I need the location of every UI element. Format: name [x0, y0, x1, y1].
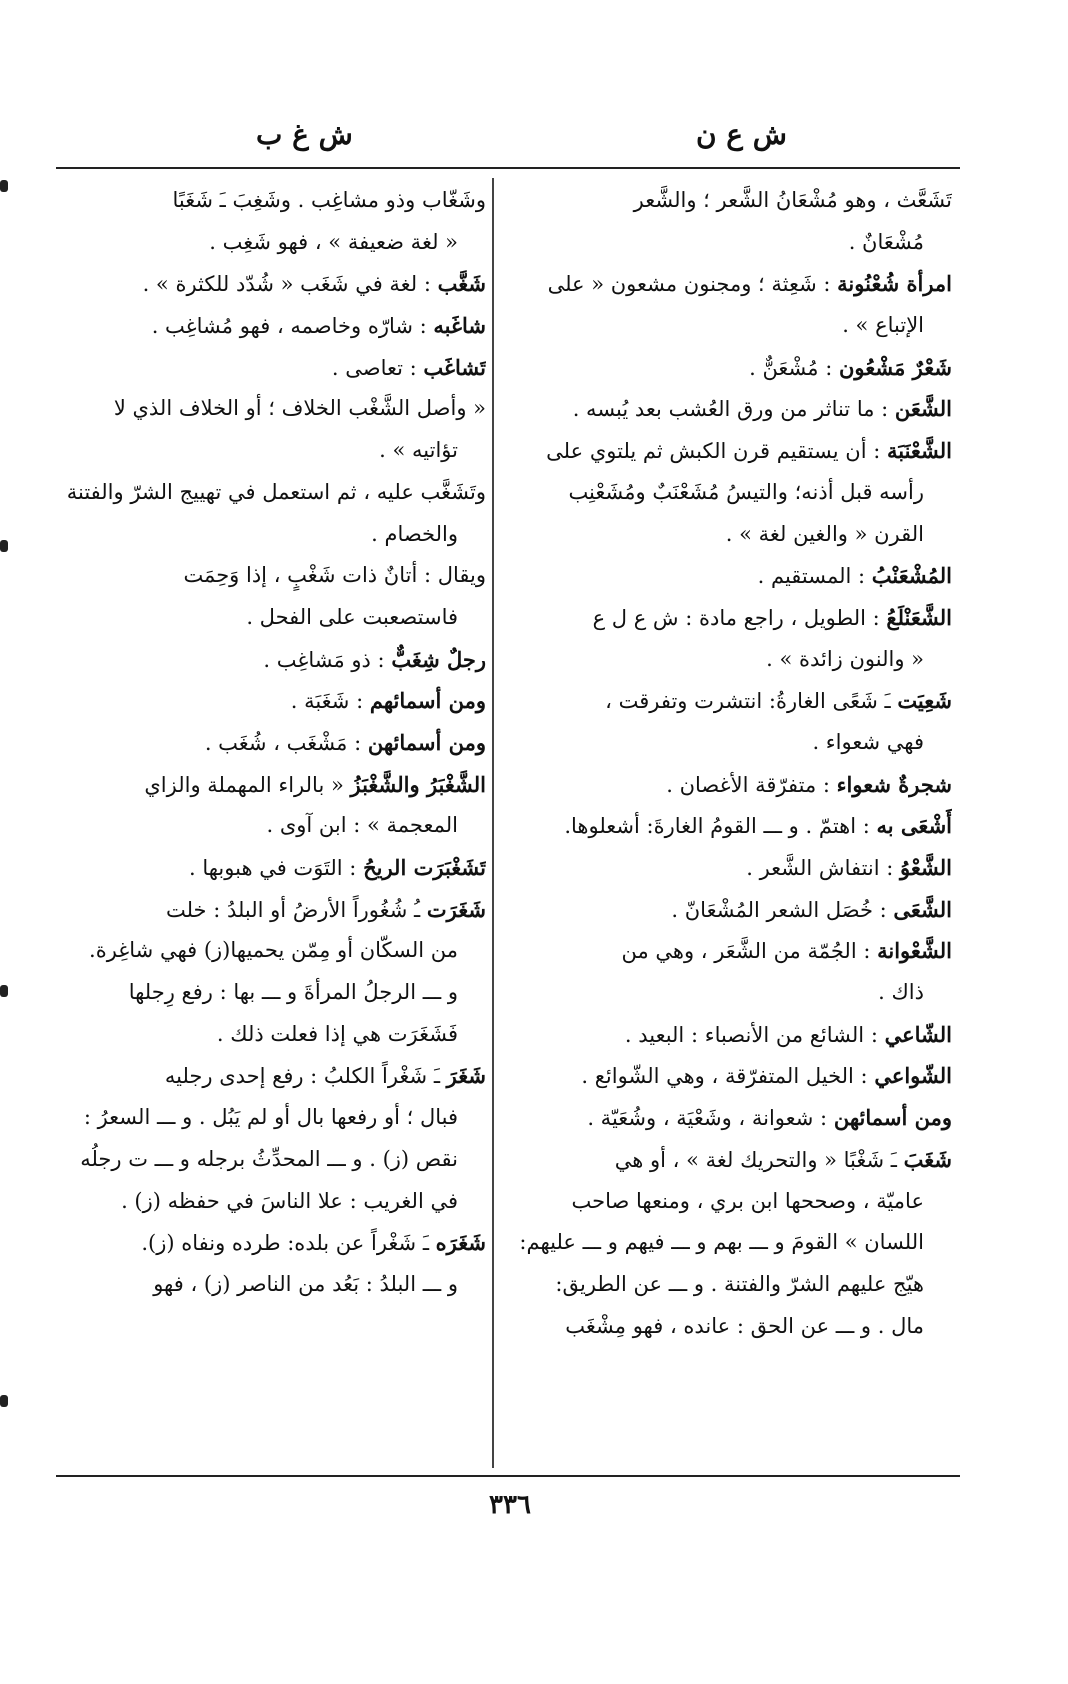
entry-line: [56, 222, 486, 264]
entry-text: المعجمة » : ابن آوى .: [266, 813, 458, 838]
entry-line: [504, 1264, 952, 1306]
entry-line: [504, 1181, 952, 1223]
entry-text: : شعوانة ، وشَعْيَة ، وشُعَيّة .: [587, 1106, 828, 1131]
entry-line: [56, 972, 486, 1014]
entry-line: [504, 805, 952, 847]
entry-headword: شاغَبه: [433, 313, 486, 339]
entry-text: وتَشَغَّب عليه ، ثم استعمل في تهييج الشرّ والفتنة: [66, 479, 486, 504]
entry-headword: المُشْعَنْبُ: [871, 563, 952, 589]
entry-line: [504, 430, 952, 472]
entry-text: و ـــ البلدُ : بَعُد من الناصر (ز) ، فهو: [153, 1271, 458, 1296]
entry-text: « والنون زائدة » .: [766, 646, 924, 671]
entry-headword: شَغَرَه: [435, 1230, 486, 1256]
entry-headword: شَعِيَت: [897, 688, 952, 714]
entry-line: [504, 639, 952, 681]
entry-line: [504, 1014, 952, 1056]
entry-line: [56, 889, 486, 931]
entry-line: [504, 680, 952, 722]
entry-text: : مَشْغَب ، شُغَب .: [204, 730, 362, 755]
entry-text: من السكّان أو مِمّن يحميها(ز) فهي شاغِرة.: [89, 938, 458, 963]
scan-margin-mark: [0, 540, 8, 552]
entry-line: [56, 1222, 486, 1264]
entry-line: [504, 222, 952, 264]
entry-text: ـَ شَغْبًا « والتحريك لغة » ، أو هي: [614, 1147, 897, 1172]
entry-line: [504, 305, 952, 347]
entry-line: [504, 1306, 952, 1348]
entry-line: [504, 930, 952, 972]
entry-headword: ومن أسمائهن: [833, 1105, 952, 1131]
entry-text: القرن « والغين لغة » .: [725, 521, 924, 546]
entry-headword: تَشَغْبَرَت الريحُ: [363, 855, 486, 880]
entry-headword: شَغَرَ: [446, 1063, 486, 1089]
entry-text: ـُ شُغُوراً الأرضُ أو البلدُ : خلت: [165, 897, 421, 922]
entry-line: [56, 1055, 486, 1097]
entry-line: [56, 722, 486, 764]
entry-text: « لغة ضعيفة » ، فهو شَغِب .: [209, 229, 458, 254]
entry-line: [504, 1097, 952, 1139]
entry-headword: الشَّعَن: [894, 396, 952, 422]
page-number: ٣٣٦: [489, 1490, 531, 1520]
entry-text: فاستصعبت على الفحل .: [246, 604, 458, 629]
entry-line: [56, 1181, 486, 1223]
entry-line: [56, 805, 486, 847]
entry-text: : الجُمّة من الشَّعَر ، وهي من: [621, 939, 871, 964]
entry-headword: شَعْرٌ مَشْعُون: [838, 354, 952, 380]
right-column: [504, 180, 952, 1347]
entry-headword: الشَّعْنَبَة: [886, 438, 952, 464]
entry-text: « بالراء المهملة والزاي: [144, 772, 344, 797]
entry-line: [56, 1097, 486, 1139]
entry-line: [504, 889, 952, 931]
entry-line: [56, 514, 486, 556]
entry-line: [504, 847, 952, 889]
entry-line: [504, 347, 952, 389]
entry-line: [56, 639, 486, 681]
entry-line: [504, 1055, 952, 1097]
entry-headword: ومن أسمائهن: [367, 729, 486, 755]
entry-line: [56, 472, 486, 514]
entry-headword: الشَّعَى: [893, 896, 952, 922]
entry-line: [56, 764, 486, 806]
entry-headword: الشّواعي: [874, 1063, 952, 1089]
entry-line: [56, 555, 486, 597]
entry-line: [504, 388, 952, 430]
entry-text: هيّج عليهم الشرّ والفتنة . و ـــ عن الطريق:: [555, 1271, 924, 1296]
entry-line: [504, 764, 952, 806]
entry-headword: شَغَبَ: [903, 1146, 952, 1172]
entry-line: [504, 1222, 952, 1264]
entry-line: [56, 180, 486, 222]
left-root-heading: ش غ ب: [256, 118, 353, 151]
entry-text: ـَ شَغْراً الكلبُ : رفع إحدى رجليه: [164, 1064, 440, 1089]
entry-text: : التَوَت في هبوبها .: [189, 856, 357, 880]
entry-line: [504, 972, 952, 1014]
entry-text: نقص (ز) . و ـــ المحدِّثُ برجله و ـــ ت رجلُه: [80, 1146, 458, 1171]
entry-text: ـَ شَعًى الغارةُ: انتشرت وتفرقت ،: [605, 689, 891, 714]
entry-text: ـَ شَغْراً عن بلده: طرده ونفاه (ز).: [141, 1231, 429, 1256]
entry-line: [504, 722, 952, 764]
entry-line: [504, 555, 952, 597]
entry-text: : لغة في شَغَب « شُدّد للكثرة » .: [142, 272, 431, 297]
scan-margin-mark: [0, 985, 8, 997]
entry-line: [504, 472, 952, 514]
entry-text: : انتفاش الشَّعر .: [746, 856, 894, 880]
entry-headword: الشَّغْبَرُ والشَّغْبَزُ: [350, 771, 486, 797]
entry-line: [504, 180, 952, 222]
entry-line: [56, 430, 486, 472]
entry-text: : ما تناثر من ورق العُشب بعد يُبسه .: [572, 397, 889, 422]
entry-headword: أَشْعَى به: [876, 813, 952, 839]
entry-line: [56, 597, 486, 639]
entry-headword: شجرةٌ شعواء: [836, 771, 952, 797]
entry-line: [56, 305, 486, 347]
entry-line: [504, 263, 952, 305]
footer-rule: [56, 1475, 960, 1477]
entry-text: في الغريب : علا الناسَ في حفظه (ز) .: [121, 1188, 458, 1213]
entry-line: [56, 1264, 486, 1306]
entry-line: [56, 680, 486, 722]
entry-text: : تعاصى .: [331, 355, 417, 380]
entry-text: مُشْعَانٌ .: [848, 229, 924, 254]
page-header: [56, 118, 956, 158]
entry-headword: شَغَّب: [437, 271, 486, 297]
entry-line: [56, 263, 486, 305]
entry-headword: شَغَرَت: [426, 896, 486, 922]
entry-text: رأسه قبل أذنه؛ والتيسُ مُشَعْنَبٌ ومُشَعْنِب: [568, 479, 924, 504]
scan-margin-mark: [0, 1395, 8, 1407]
entry-line: [56, 1014, 486, 1056]
entry-text: : الطويل ، راجع مادة : ش ع ل ع: [592, 605, 880, 630]
column-divider: [492, 178, 494, 1468]
entry-text: فبال ؛ أو رفعها بال أو لم يَبُل . و ـــ السعرُ :: [83, 1105, 458, 1130]
entry-text: اللسان » القومَ و ـــ بهم و ـــ فيهم و ـــ عليهم:: [519, 1230, 924, 1255]
entry-text: : شَعِثة ؛ ومجنون مشعون « على: [547, 272, 831, 297]
left-column: [56, 180, 486, 1306]
entry-text: : الشائع من الأنصباء : البعيد .: [624, 1022, 878, 1047]
entry-headword: رجلٌ شِغَبٌّ: [391, 646, 486, 672]
entry-headword: امرأة شُعْنُونة: [837, 271, 952, 297]
entry-text: : الخيل المتفرّقة ، وهي الشّوائع .: [581, 1064, 868, 1089]
entry-text: فهي شعواء .: [812, 729, 924, 754]
entry-text: تؤاتيه » .: [379, 438, 458, 463]
entry-text: : متفرّقة الأغصان .: [666, 772, 830, 797]
entry-text: : ذو مَشاغِب .: [263, 647, 385, 672]
entry-text: : مُشْعَنٌّ .: [749, 355, 833, 380]
entry-headword: الشَّعْوُ: [900, 855, 952, 880]
entry-line: [504, 597, 952, 639]
entry-text: ذاك .: [878, 980, 924, 1005]
entry-line: [504, 514, 952, 556]
entry-text: : اهتمّ . و ـــ القومُ الغارةَ: أشعلوها.: [564, 814, 870, 839]
entry-text: : خُصَل الشعر المُشْعَانّ .: [671, 897, 887, 922]
entry-text: وشَغّاب وذو مشاغِب . وشَغِبَ ـَ شَغَبًا: [172, 188, 486, 212]
entry-headword: الشَّعَنْلَعُ: [886, 604, 952, 630]
entry-text: ويقال : أتانٌ ذات شَغْبٍ ، إذا وَحِمَت: [183, 563, 486, 588]
entry-headword: تَشاغَب: [423, 354, 486, 380]
header-rule: [56, 167, 960, 169]
entry-headword: ومن أسمائهم: [369, 688, 486, 714]
entry-text: الإتباع » .: [842, 313, 924, 338]
entry-text: مال . و ـــ عن الحق : عانده ، فهو مِشْغَب: [565, 1313, 924, 1338]
entry-line: [56, 847, 486, 889]
entry-line: [56, 1139, 486, 1181]
entry-line: [504, 1139, 952, 1181]
scan-margin-mark: [0, 180, 8, 192]
right-root-heading: ش ع ن: [696, 118, 787, 151]
entry-text: « وأصل الشَّغْب الخلاف ؛ أو الخلاف الذي لا: [113, 396, 486, 421]
entry-text: : المستقيم .: [757, 564, 866, 589]
entry-line: [56, 388, 486, 430]
entry-text: : أن يستقيم قرن الكبش ثم يلتوي على: [546, 439, 881, 464]
entry-text: والخصام .: [371, 521, 458, 546]
entry-headword: الشَّعْوانة: [877, 938, 952, 964]
entry-text: تَشَعَّث ، وهو مُشْعَانُ الشَّعر ؛ والشَّعر: [633, 188, 952, 212]
entry-line: [56, 930, 486, 972]
entry-text: فَشَغَرَت هي إذا فعلت ذلك .: [216, 1021, 458, 1046]
entry-text: : شَغَبَة .: [290, 689, 364, 714]
entry-text: و ـــ الرجلُ المرأةَ و ـــ بها : رفع رِجلها: [128, 980, 458, 1005]
entry-line: [56, 347, 486, 389]
entry-headword: الشّاعي: [884, 1021, 952, 1047]
entry-text: عاميّة ، وصححها ابن بري ، ومنعها صاحب: [571, 1188, 924, 1213]
entry-text: : شارّه وخاصمه ، فهو مُشاغِب .: [151, 314, 427, 339]
